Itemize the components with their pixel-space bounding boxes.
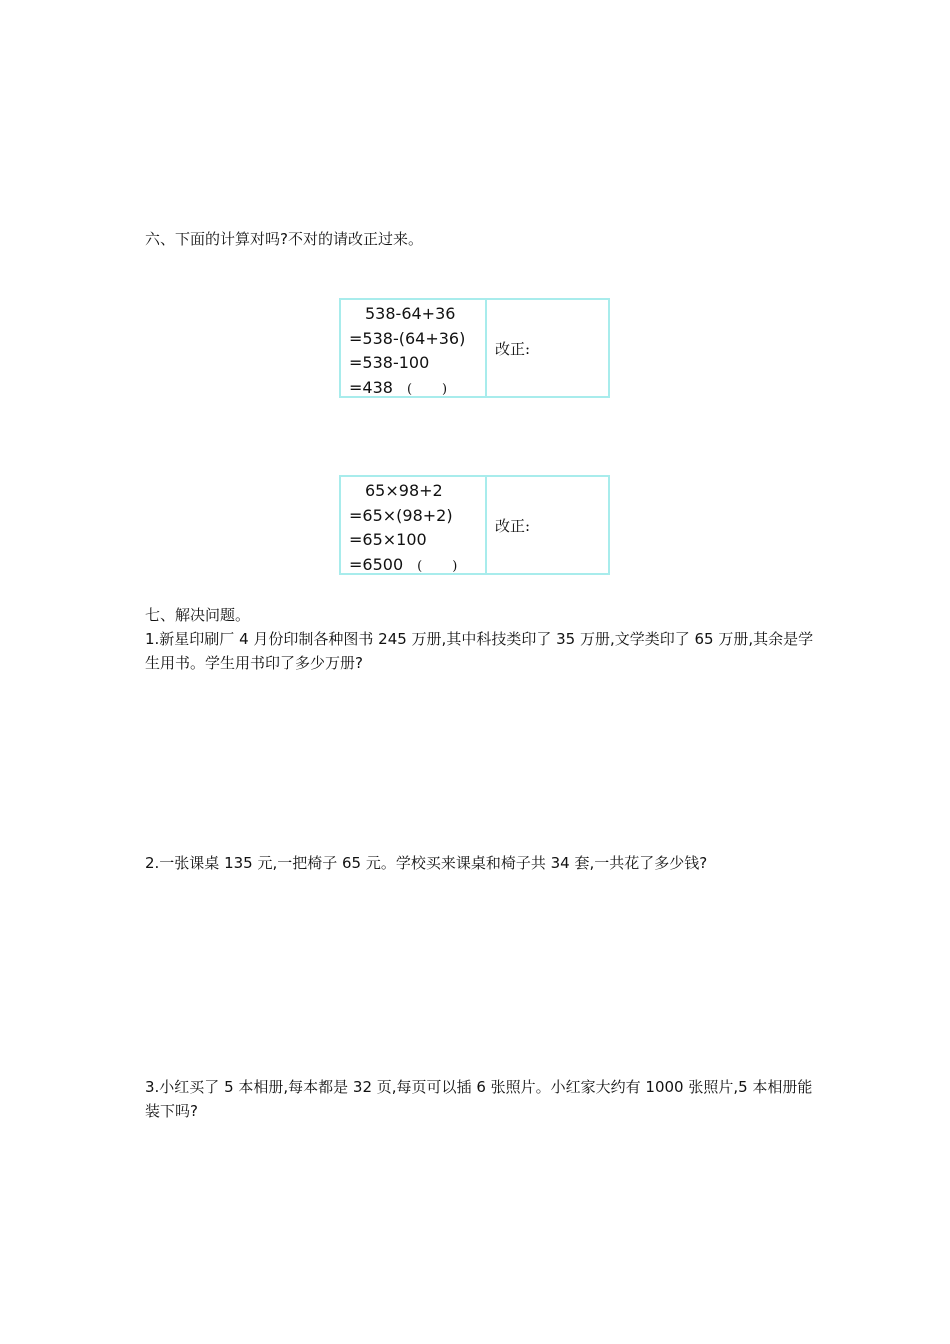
section-6-title: 六、下面的计算对吗?不对的请改正过来。 <box>145 230 423 248</box>
calculation-box-1 <box>339 298 610 398</box>
calc-result: =438 <box>349 377 393 397</box>
calc-result: =6500 <box>349 554 404 574</box>
calculation-steps <box>341 477 487 573</box>
calc-line: =538-100 <box>349 353 430 372</box>
word-problem-1: 1.新星印刷厂 4 月份印制各种图书 245 万册,其中科技类印了 35 万册,文学类印了 65 万册,其余是学生用书。学生用书印了多少万册? <box>145 630 814 672</box>
judgment-blank[interactable]: ( ) <box>417 558 458 574</box>
judgment-blank[interactable]: ( ) <box>406 381 448 397</box>
section-7-title: 七、解决问题。 <box>145 606 251 624</box>
calc-line: 65×98+2 <box>365 481 443 500</box>
correction-label: 改正: <box>495 516 531 535</box>
calc-line: =65×100 <box>349 530 427 549</box>
correction-label: 改正: <box>495 339 531 358</box>
calculation-box-2 <box>339 475 610 575</box>
word-problem-2: 2.一张课桌 135 元,一把椅子 65 元。学校买来课桌和椅子共 34 套,一共花了多少钱? <box>145 854 708 872</box>
calc-line: =65×(98+2) <box>349 505 453 525</box>
calc-line: =538-(64+36) <box>349 328 466 348</box>
calc-line: 538-64+36 <box>365 304 456 323</box>
correction-area[interactable] <box>487 477 608 573</box>
word-problem-3: 3.小红买了 5 本相册,每本都是 32 页,每页可以插 6 张照片。小红家大约有 1000 张照片,5 本相册能装下吗? <box>145 1078 813 1120</box>
calc-line-result <box>349 553 485 580</box>
calc-line-result <box>349 376 485 403</box>
correction-area[interactable] <box>487 300 608 396</box>
calculation-steps <box>341 300 487 396</box>
